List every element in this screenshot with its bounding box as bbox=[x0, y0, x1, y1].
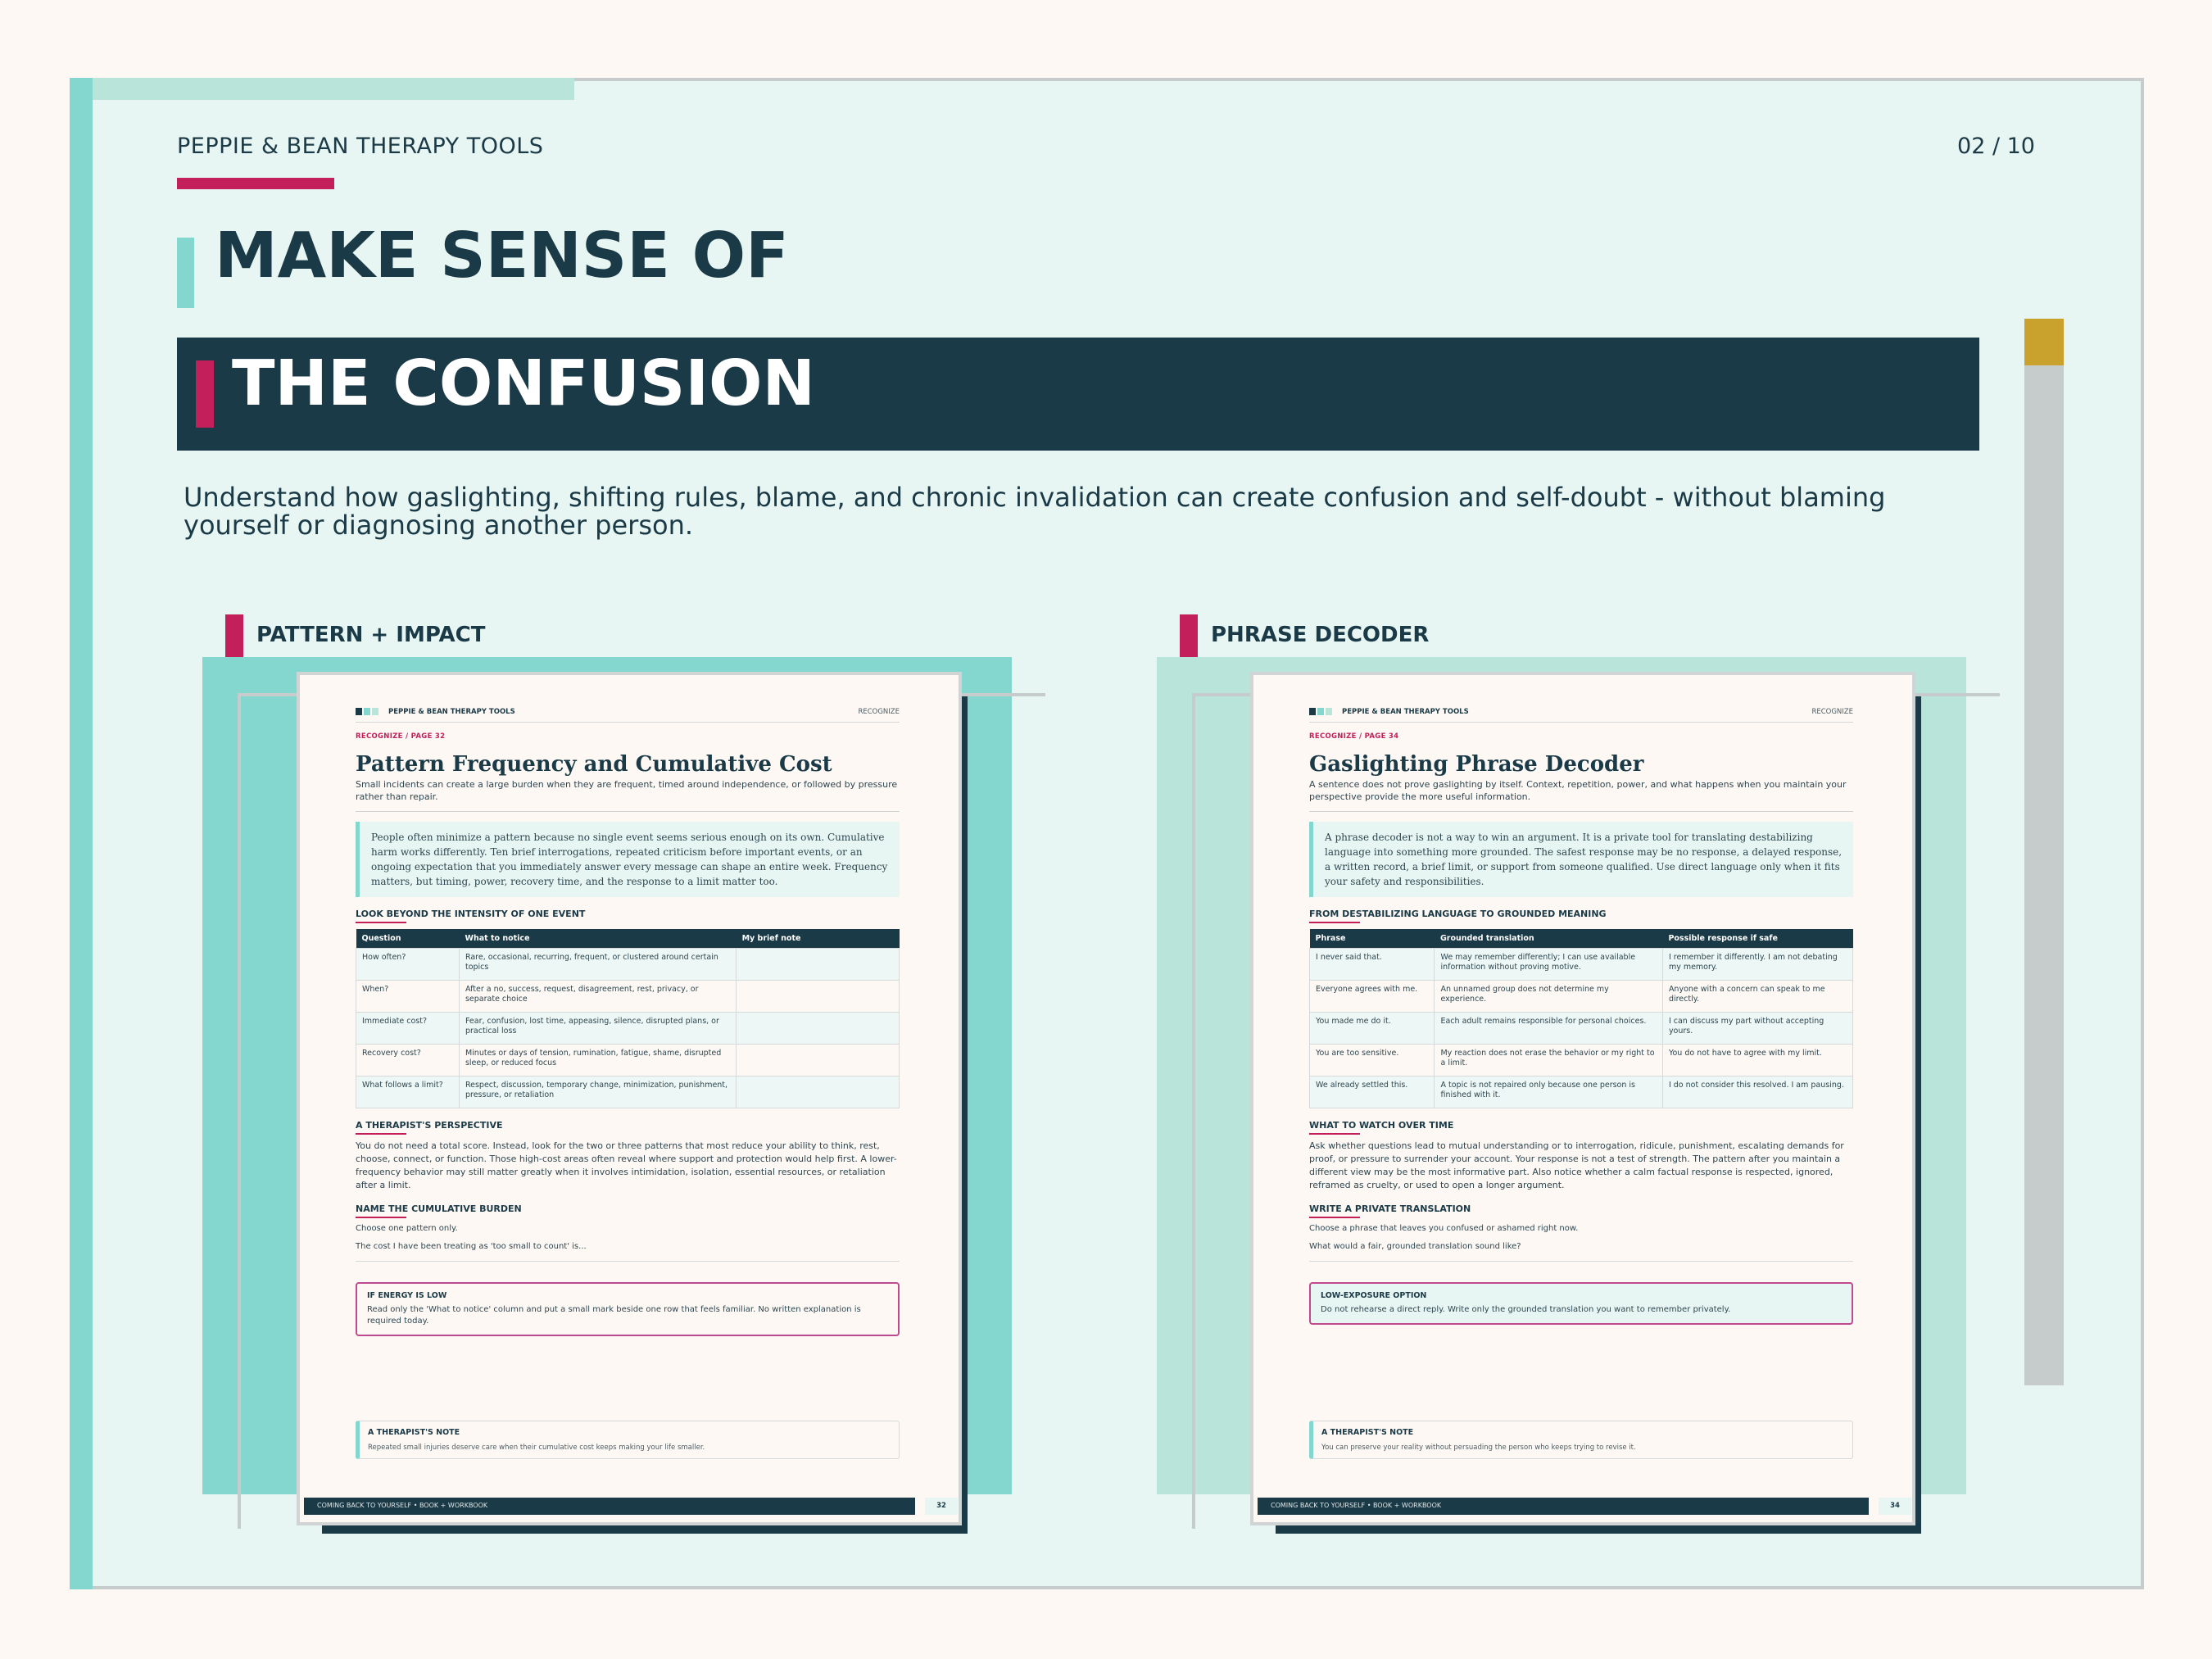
table-cell: After a no, success, request, disagreement, rest, privacy, or separate choice bbox=[459, 981, 736, 1013]
divider bbox=[1309, 811, 1853, 812]
doc-title: Pattern Frequency and Cumulative Cost bbox=[356, 752, 832, 777]
document-page-pattern-frequency bbox=[297, 672, 962, 1525]
table-row bbox=[356, 1045, 900, 1077]
doc-title: Gaslighting Phrase Decoder bbox=[1309, 752, 1644, 777]
note-cell[interactable] bbox=[737, 981, 900, 1013]
section-label-pattern-impact: PATTERN + IMPACT bbox=[256, 623, 486, 647]
table-cell: Respect, discussion, temporary change, minimization, punishment, pressure, or retaliation bbox=[459, 1077, 736, 1108]
write-prompt: Choose a phrase that leaves you confused or ashamed right now. bbox=[1309, 1224, 1579, 1233]
doc-page-number: 34 bbox=[1879, 1498, 1911, 1515]
doc-brand: PEPPIE & BEAN THERAPY TOOLS bbox=[1342, 707, 1469, 716]
doc-callout: People often minimize a pattern because no single event seems serious enough on its own. Cumulative harm works differently. Ten brief interrogations, repeated criticism before important events, or an ongoing expectation that you immediately answer every message can shape an entire week. Frequency matters, but timing, power, recovery time, and the response to a limit matter too. bbox=[356, 822, 900, 897]
write-heading: WRITE A PRIVATE TRANSLATION bbox=[1309, 1203, 1853, 1217]
doc-section: RECOGNIZE bbox=[858, 707, 900, 716]
document-page-phrase-decoder bbox=[1250, 672, 1915, 1525]
table-cell: We may remember differently; I can use available information without proving motive. bbox=[1435, 949, 1662, 981]
table-cell: I can discuss my part without accepting yours. bbox=[1662, 1013, 1852, 1045]
table-cell: Everyone agrees with me. bbox=[1310, 981, 1435, 1013]
brand-mark bbox=[1309, 708, 1316, 715]
table-cell: We already settled this. bbox=[1310, 1077, 1435, 1108]
table-cell: How often? bbox=[356, 949, 460, 981]
doc-intro: Small incidents can create a large burden when they are frequent, timed around independence, or followed by pressure rather than repair. bbox=[356, 779, 898, 802]
section-label-phrase-decoder: PHRASE DECODER bbox=[1211, 623, 1430, 647]
watch-heading: WHAT TO WATCH OVER TIME bbox=[1309, 1120, 1853, 1133]
column-header: My brief note bbox=[737, 929, 900, 949]
box-title: IF ENERGY IS LOW bbox=[367, 1291, 447, 1300]
column-header: Phrase bbox=[1310, 929, 1435, 949]
table-row bbox=[356, 981, 900, 1013]
box-title: LOW-EXPOSURE OPTION bbox=[1321, 1291, 1427, 1300]
table-heading: LOOK BEYOND THE INTENSITY OF ONE EVENT bbox=[356, 909, 900, 922]
note-title: A THERAPIST'S NOTE bbox=[368, 1428, 460, 1437]
column-header: What to notice bbox=[459, 929, 736, 949]
table-row bbox=[356, 1077, 900, 1108]
title-accent bbox=[177, 238, 194, 308]
doc-footer bbox=[1258, 1498, 1869, 1515]
table-row bbox=[1310, 1077, 1853, 1108]
note-cell[interactable] bbox=[737, 1013, 900, 1045]
therapist-note bbox=[356, 1421, 900, 1459]
box-text: Do not rehearse a direct reply. Write only the grounded translation you want to remember privately. bbox=[1321, 1305, 1731, 1314]
column-header: Question bbox=[356, 929, 460, 949]
column-header: Grounded translation bbox=[1435, 929, 1662, 949]
table-cell: Minutes or days of tension, rumination, fatigue, shame, disrupted sleep, or reduced focus bbox=[459, 1045, 736, 1077]
write-line[interactable] bbox=[356, 1261, 900, 1262]
table-heading: FROM DESTABILIZING LANGUAGE TO GROUNDED MEANING bbox=[1309, 909, 1853, 922]
slide-subtitle: Understand how gaslighting, shifting rules, blame, and chronic invalidation can create confusion and self-doubt - without blaming yourself or diagnosing another person. bbox=[184, 482, 1886, 541]
perspective-heading: A THERAPIST'S PERSPECTIVE bbox=[356, 1120, 900, 1133]
doc-page-number: 32 bbox=[925, 1498, 958, 1515]
brand-mark bbox=[1326, 708, 1332, 715]
low-exposure-box bbox=[1309, 1282, 1853, 1325]
title-banner-accent bbox=[196, 360, 214, 428]
table-cell: An unnamed group does not determine my experience. bbox=[1435, 981, 1662, 1013]
table-row bbox=[1310, 949, 1853, 981]
note-cell[interactable] bbox=[737, 1077, 900, 1108]
page-number: 02 / 10 bbox=[1957, 134, 2035, 159]
column-header: Possible response if safe bbox=[1662, 929, 1852, 949]
footer-text: COMING BACK TO YOURSELF • BOOK + WORKBOOK bbox=[317, 1502, 488, 1509]
title-line-2: THE CONFUSION bbox=[232, 347, 815, 420]
reflection-table bbox=[356, 929, 900, 1108]
table-row bbox=[1310, 1013, 1853, 1045]
doc-breadcrumb: RECOGNIZE / PAGE 34 bbox=[1309, 732, 1399, 741]
note-title: A THERAPIST'S NOTE bbox=[1321, 1428, 1414, 1437]
table-cell: My reaction does not erase the behavior or my right to a limit. bbox=[1435, 1045, 1662, 1077]
note-text: You can preserve your reality without persuading the person who keeps trying to revise it. bbox=[1321, 1444, 1636, 1452]
note-text: Repeated small injuries deserve care when their cumulative cost keeps making your life smaller. bbox=[368, 1444, 705, 1452]
doc-footer bbox=[304, 1498, 915, 1515]
table-cell: Fear, confusion, lost time, appeasing, silence, disrupted plans, or practical loss bbox=[459, 1013, 736, 1045]
table-row bbox=[356, 1013, 900, 1045]
doc-breadcrumb: RECOGNIZE / PAGE 32 bbox=[356, 732, 446, 741]
burden-prompt: The cost I have been treating as 'too small to count' is... bbox=[356, 1242, 587, 1251]
table-row bbox=[1310, 1045, 1853, 1077]
table-cell: A topic is not repaired only because one person is finished with it. bbox=[1435, 1077, 1662, 1108]
table-cell: Immediate cost? bbox=[356, 1013, 460, 1045]
note-cell[interactable] bbox=[737, 949, 900, 981]
table-cell: Rare, occasional, recurring, frequent, or clustered around certain topics bbox=[459, 949, 736, 981]
doc-brand: PEPPIE & BEAN THERAPY TOOLS bbox=[388, 707, 515, 716]
divider bbox=[356, 811, 900, 812]
table-cell: I never said that. bbox=[1310, 949, 1435, 981]
table-row bbox=[1310, 981, 1853, 1013]
table-cell: Anyone with a concern can speak to me directly. bbox=[1662, 981, 1852, 1013]
perspective-text: You do not need a total score. Instead, look for the two or three patterns that most reduce your ability to think, rest, choose, connect, or function. Those high-cost areas often reveal where support and protection would help first. A lower-frequency behavior may still matter greatly when it involves intimidation, isolation, essential resources, or retaliation after a limit. bbox=[356, 1140, 897, 1190]
table-cell: When? bbox=[356, 981, 460, 1013]
left-accent-rail bbox=[70, 78, 93, 1589]
watch-text: Ask whether questions lead to mutual understanding or to interrogation, ridicule, punishment, escalating demands for proof, or pressure to surrender your account. Your response is not a test of strength. The pattern after you maintain a different view may be the most informative part. Also notice whether a calm factual response is respected, ignored, reframed as cruelty, or used to open a longer argument. bbox=[1309, 1140, 1844, 1190]
brand-mark bbox=[372, 708, 378, 715]
table-cell: Each adult remains responsible for personal choices. bbox=[1435, 1013, 1662, 1045]
title-line-1: MAKE SENSE OF bbox=[215, 220, 789, 292]
therapist-note bbox=[1309, 1421, 1853, 1459]
section-marker bbox=[225, 614, 243, 660]
table-cell: You made me do it. bbox=[1310, 1013, 1435, 1045]
burden-prompt: Choose one pattern only. bbox=[356, 1224, 458, 1233]
table-cell: I do not consider this resolved. I am pausing. bbox=[1662, 1077, 1852, 1108]
table-cell: I remember it differently. I am not debating my memory. bbox=[1662, 949, 1852, 981]
box-text: Read only the 'What to notice' column and put a small mark beside one row that feels familiar. No written explanation is required today. bbox=[367, 1305, 861, 1326]
brand-underline bbox=[177, 178, 334, 189]
phrase-table bbox=[1309, 929, 1853, 1108]
table-cell: Recovery cost? bbox=[356, 1045, 460, 1077]
doc-section: RECOGNIZE bbox=[1811, 707, 1853, 716]
doc-intro: A sentence does not prove gaslighting by itself. Context, repetition, power, and what happens when you maintain your perspective provide the more useful information. bbox=[1309, 779, 1847, 802]
footer-text: COMING BACK TO YOURSELF • BOOK + WORKBOOK bbox=[1271, 1502, 1442, 1509]
note-cell[interactable] bbox=[737, 1045, 900, 1077]
write-prompt: What would a fair, grounded translation sound like? bbox=[1309, 1242, 1521, 1251]
low-energy-box bbox=[356, 1282, 900, 1336]
progress-track bbox=[2024, 365, 2064, 1385]
section-marker bbox=[1180, 614, 1198, 660]
burden-heading: NAME THE CUMULATIVE BURDEN bbox=[356, 1203, 900, 1217]
progress-marker bbox=[2024, 319, 2064, 365]
brand-mark bbox=[356, 708, 362, 715]
table-row bbox=[356, 949, 900, 981]
table-cell: You do not have to agree with my limit. bbox=[1662, 1045, 1852, 1077]
table-cell: What follows a limit? bbox=[356, 1077, 460, 1108]
brand-name: PEPPIE & BEAN THERAPY TOOLS bbox=[177, 134, 544, 159]
brand-mark bbox=[364, 708, 370, 715]
table-cell: You are too sensitive. bbox=[1310, 1045, 1435, 1077]
brand-mark bbox=[1317, 708, 1324, 715]
doc-callout: A phrase decoder is not a way to win an argument. It is a private tool for translating destabilizing language into something more grounded. The safest response may be no response, a delayed response, a written record, a brief limit, or support from someone qualified. Use direct language only when it fits your safety and responsibilities. bbox=[1309, 822, 1853, 897]
write-line[interactable] bbox=[1309, 1261, 1853, 1262]
top-accent-tab bbox=[93, 78, 574, 100]
